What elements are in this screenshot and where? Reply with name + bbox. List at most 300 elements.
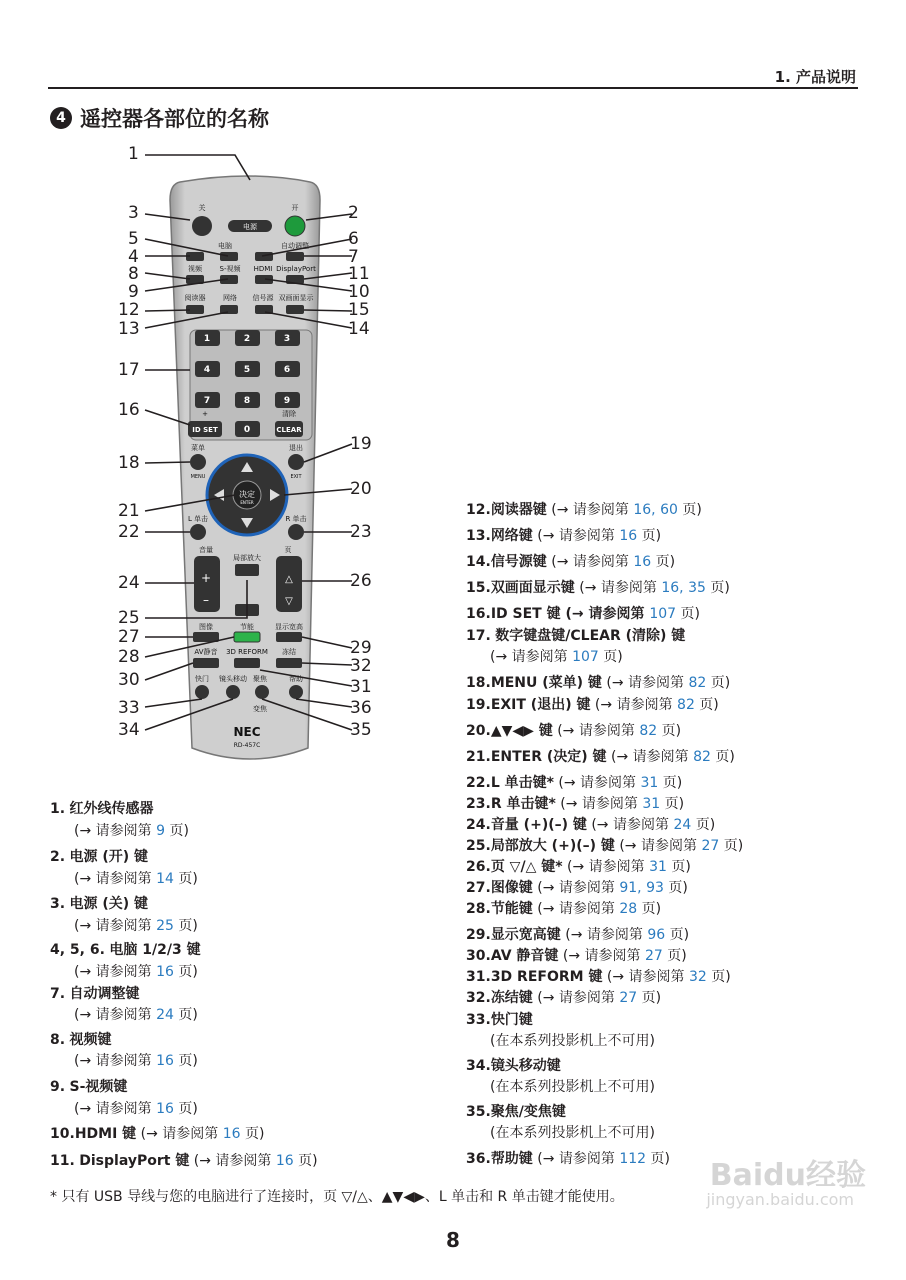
page-down-icon: ▽ bbox=[285, 596, 293, 607]
ref-tail: 页) bbox=[706, 675, 731, 691]
lbl-volume: 音量 bbox=[199, 546, 213, 554]
computer2-button[interactable] bbox=[220, 252, 238, 261]
callout-33: 33 bbox=[118, 698, 140, 718]
ref-text: (→ 请参阅第 bbox=[586, 817, 674, 833]
page-link[interactable]: 112 bbox=[619, 1151, 647, 1167]
page-link[interactable]: 96 bbox=[647, 927, 666, 943]
ref-text: (→ 请参阅第 bbox=[74, 823, 157, 839]
item-number: 21. bbox=[466, 749, 491, 765]
page-link[interactable]: 16 bbox=[619, 528, 638, 544]
ref-tail: 页) bbox=[677, 502, 702, 518]
item-number: 28. bbox=[466, 901, 491, 917]
item-number: 15. bbox=[466, 580, 491, 596]
shutter-button[interactable] bbox=[195, 685, 209, 699]
ref-text: (→ 请参阅第 bbox=[532, 528, 620, 544]
item-name: 红外线传感器 bbox=[69, 801, 154, 817]
ref-tail: 页) bbox=[173, 964, 198, 980]
ref-text: (→ 请参阅第 bbox=[614, 838, 702, 854]
lbl-source: 信号源 bbox=[252, 294, 274, 302]
page-link[interactable]: 24 bbox=[673, 817, 692, 833]
list-item bbox=[50, 1033, 112, 1047]
item-number: 35. bbox=[466, 1104, 491, 1120]
page-link[interactable]: 16 bbox=[156, 964, 174, 980]
ref-tail: 页) bbox=[660, 796, 685, 812]
item-name: 聚焦/变焦键 bbox=[490, 1104, 566, 1120]
id-set-label: ID SET bbox=[192, 426, 218, 434]
lbl-zoom: 局部放大 bbox=[233, 554, 261, 562]
callout-14: 14 bbox=[348, 319, 370, 339]
list-item bbox=[466, 1013, 533, 1027]
list-item bbox=[50, 1154, 318, 1168]
ref-tail: 页) bbox=[293, 1153, 318, 1169]
ref-text: (→ 请参阅第 bbox=[553, 775, 641, 791]
ref-text: (→ 请参阅第 bbox=[562, 859, 650, 875]
item-number: 23. bbox=[466, 796, 491, 812]
item-name: 快门键 bbox=[490, 1012, 533, 1028]
list-item bbox=[466, 607, 700, 621]
item-name: 镜头移动键 bbox=[490, 1058, 561, 1074]
list-item bbox=[50, 943, 201, 957]
page-link[interactable]: 31 bbox=[649, 859, 667, 875]
ref-text: (→ 请参阅第 bbox=[74, 871, 157, 887]
item-name: MENU (菜单) 键 bbox=[490, 675, 602, 691]
callout-11: 11 bbox=[348, 264, 370, 284]
title-text: 遥控器各部位的名称 bbox=[80, 107, 269, 131]
list-item bbox=[466, 1105, 566, 1119]
item-name: 节能键 bbox=[490, 901, 533, 917]
lbl-eco: 节能 bbox=[240, 623, 254, 631]
ref-tail: 页) bbox=[676, 606, 700, 622]
lbl-exit: EXIT bbox=[290, 474, 302, 480]
zoom-plus-button[interactable] bbox=[235, 564, 259, 576]
lbl-menu: MENU bbox=[190, 474, 206, 480]
item-name: R 单击键* bbox=[490, 796, 556, 812]
exit-button[interactable] bbox=[288, 454, 304, 470]
ref-text: (→ 请参阅第 bbox=[552, 723, 640, 739]
item-name: 显示宽高键 bbox=[490, 927, 561, 943]
list-item-ref bbox=[74, 1102, 198, 1116]
av-mute-button[interactable] bbox=[193, 658, 219, 668]
list-item bbox=[466, 1152, 670, 1166]
ref-tail: 页) bbox=[658, 775, 683, 791]
item-name: 帮助键 bbox=[490, 1151, 533, 1167]
lbl-hdmi: HDMI bbox=[253, 265, 273, 273]
item-number: 18. bbox=[466, 675, 491, 691]
item-name: 3D REFORM 键 bbox=[490, 969, 603, 985]
auto-adjust-button[interactable] bbox=[286, 252, 304, 261]
list-item bbox=[466, 881, 688, 895]
list-item-ref bbox=[74, 1008, 198, 1022]
lbl-viewer: 阅读器 bbox=[184, 294, 206, 302]
ref-text: (→ 请参阅第 bbox=[74, 918, 157, 934]
page-link[interactable]: 82 bbox=[693, 749, 711, 765]
list-item bbox=[466, 902, 661, 916]
key-7-label: 7 bbox=[203, 396, 211, 406]
page-link[interactable]: 9 bbox=[156, 823, 166, 839]
list-item-ref bbox=[490, 650, 623, 664]
model-label: RD-457C bbox=[233, 742, 261, 749]
ref-text: (→ 请参阅第 bbox=[574, 580, 662, 596]
list-item bbox=[50, 1127, 264, 1141]
footnote: * 只有 USB 导线与您的电脑进行了连接时，页 ▽/△、▲▼◀▶、L 单击和 R 单击键才能使用。 bbox=[50, 1189, 624, 1205]
list-item bbox=[466, 839, 743, 853]
item-number: 31. bbox=[466, 969, 491, 985]
item-number: 8. bbox=[50, 1032, 66, 1048]
item-name: 双画面显示键 bbox=[490, 580, 575, 596]
lbl-computer: 电脑 bbox=[218, 242, 232, 250]
menu-button[interactable] bbox=[190, 454, 206, 470]
item-number: 26. bbox=[466, 859, 491, 875]
item-name: 电脑 1/2/3 键 bbox=[109, 942, 201, 958]
ref-tail: 页) bbox=[651, 554, 676, 570]
help-button[interactable] bbox=[289, 685, 303, 699]
page-link[interactable]: 16, 60 bbox=[633, 502, 678, 518]
lbl-freeze: 冻结 bbox=[282, 648, 296, 656]
list-item bbox=[50, 987, 140, 1001]
ref-tail: 页) bbox=[646, 1151, 671, 1167]
page-link[interactable]: 28 bbox=[619, 901, 638, 917]
key-1-label: 1 bbox=[203, 334, 211, 344]
item-name: 局部放大 (+)(–) 键 bbox=[490, 838, 615, 854]
callout-5: 5 bbox=[128, 229, 139, 249]
list-item-ref bbox=[74, 872, 198, 886]
item-name: ▲▼◀▶ 键 bbox=[490, 723, 553, 739]
header-rule bbox=[48, 87, 858, 89]
lbl-avmute: AV静音 bbox=[194, 648, 218, 656]
page-link[interactable]: 25 bbox=[156, 918, 174, 934]
lbl-lclick: L 单击 bbox=[187, 515, 209, 523]
callout-20: 20 bbox=[350, 479, 372, 499]
list-item bbox=[466, 776, 682, 790]
callout-28: 28 bbox=[118, 647, 140, 667]
lbl-on: 开 bbox=[291, 204, 299, 212]
list-item bbox=[466, 750, 735, 764]
item-number: 32. bbox=[466, 990, 491, 1006]
callout-17: 17 bbox=[118, 360, 140, 380]
ref-text: (→ 请参阅第 bbox=[136, 1126, 223, 1142]
page-link[interactable]: 27 bbox=[619, 990, 638, 1006]
list-item bbox=[50, 802, 154, 816]
lbl-clear-cn: 清除 bbox=[282, 410, 296, 418]
ref-tail: 页) bbox=[665, 927, 690, 943]
ref-tail: 页) bbox=[666, 859, 691, 875]
item-name: 音量 (+)(–) 键 bbox=[490, 817, 587, 833]
item-name: DisplayPort 键 bbox=[79, 1153, 190, 1169]
page-link[interactable]: 14 bbox=[156, 871, 174, 887]
lbl-page: 页 bbox=[284, 546, 292, 554]
page-link[interactable]: 24 bbox=[156, 1007, 174, 1023]
item-name: 自动调整键 bbox=[69, 986, 140, 1002]
item-name: ID SET 键 (→ 请参阅第 bbox=[490, 606, 650, 622]
watermark-logo: Baidu经验 bbox=[709, 1158, 866, 1193]
callout-7: 7 bbox=[348, 247, 359, 267]
callout-35: 35 bbox=[350, 720, 372, 740]
item-number: 16. bbox=[466, 606, 491, 622]
list-item-ref bbox=[490, 1080, 655, 1094]
key-0-label: 0 bbox=[243, 425, 251, 435]
lbl-lens: 镜头移动 bbox=[219, 675, 247, 683]
callout-29: 29 bbox=[350, 638, 372, 658]
clear-label: CLEAR bbox=[276, 426, 302, 434]
ref-tail: 页) bbox=[637, 990, 662, 1006]
ref-text: (在本系列投影机上不可用) bbox=[490, 1125, 655, 1141]
item-number: 13. bbox=[466, 528, 491, 544]
lbl-off: 关 bbox=[198, 204, 206, 212]
list-item bbox=[50, 1080, 127, 1094]
ref-tail: 页) bbox=[706, 969, 731, 985]
ref-text: (→ 请参阅第 bbox=[546, 502, 634, 518]
ref-text: (→ 请参阅第 bbox=[532, 880, 620, 896]
ref-tail: 页) bbox=[663, 880, 688, 896]
ref-text: (→ 请参阅第 bbox=[601, 675, 689, 691]
l-click-button[interactable] bbox=[190, 524, 206, 540]
item-name: L 单击键* bbox=[490, 775, 554, 791]
list-item bbox=[466, 629, 685, 643]
lbl-enter-cn: 决定 bbox=[239, 490, 255, 499]
key-5-label: 5 bbox=[243, 365, 251, 375]
ref-text: (→ 请参阅第 bbox=[555, 796, 643, 812]
item-number: 17. bbox=[466, 628, 491, 644]
callout-22: 22 bbox=[118, 522, 140, 542]
power-on-button[interactable] bbox=[285, 216, 305, 236]
page-link[interactable]: 31 bbox=[640, 775, 659, 791]
lbl-zoom2: 变焦 bbox=[253, 705, 267, 713]
list-item bbox=[466, 860, 691, 874]
item-name: S-视频键 bbox=[69, 1079, 128, 1095]
lbl-auto: 自动调整 bbox=[281, 242, 309, 250]
ref-tail: 页) bbox=[710, 749, 735, 765]
callout-32: 32 bbox=[350, 656, 372, 676]
key-2-label: 2 bbox=[243, 334, 251, 344]
item-name: 电源 (开) 键 bbox=[69, 849, 149, 865]
ref-tail: 页) bbox=[662, 948, 687, 964]
lbl-svideo: S-视频 bbox=[219, 265, 241, 273]
item-number: 10. bbox=[50, 1126, 75, 1142]
ref-tail: 页) bbox=[657, 723, 682, 739]
item-number: 27. bbox=[466, 880, 491, 896]
ref-tail: 页) bbox=[240, 1126, 265, 1142]
page-title bbox=[50, 103, 269, 133]
callout-18: 18 bbox=[118, 453, 140, 473]
callout-19: 19 bbox=[350, 434, 372, 454]
lbl-shutter: 快门 bbox=[195, 675, 209, 683]
callout-4: 4 bbox=[128, 247, 139, 267]
page-link[interactable]: 16 bbox=[275, 1153, 294, 1169]
power-off-button[interactable] bbox=[192, 216, 212, 236]
callout-2: 2 bbox=[348, 203, 359, 223]
page-link[interactable]: 16 bbox=[222, 1126, 241, 1142]
focus-zoom-button[interactable] bbox=[255, 685, 269, 699]
page-link[interactable]: 31 bbox=[642, 796, 661, 812]
ref-tail: 页) bbox=[637, 901, 662, 917]
ref-text: (→ 请参阅第 bbox=[532, 901, 620, 917]
list-item-ref bbox=[74, 965, 198, 979]
ref-tail: 页) bbox=[165, 823, 189, 839]
list-item-ref bbox=[490, 1126, 655, 1140]
list-item bbox=[466, 555, 675, 569]
list-item bbox=[466, 676, 730, 690]
r-click-button[interactable] bbox=[288, 524, 304, 540]
key-4-label: 4 bbox=[203, 365, 211, 375]
list-item-ref bbox=[74, 1054, 198, 1068]
item-number: 36. bbox=[466, 1151, 491, 1167]
callout-36: 36 bbox=[350, 698, 372, 718]
page-link[interactable]: 82 bbox=[677, 697, 695, 713]
3d-reform-button[interactable] bbox=[234, 658, 260, 668]
list-item-ref bbox=[490, 1034, 655, 1048]
ref-tail: 页) bbox=[173, 871, 198, 887]
ref-text: (→ 请参阅第 bbox=[606, 749, 694, 765]
lbl-help: 帮助 bbox=[289, 675, 303, 683]
callout-27: 27 bbox=[118, 627, 140, 647]
page-link[interactable]: 16 bbox=[633, 554, 652, 570]
item-name: AV 静音键 bbox=[490, 948, 559, 964]
page-link[interactable]: 16, 35 bbox=[661, 580, 706, 596]
ref-tail: 页) bbox=[719, 838, 744, 854]
callout-26: 26 bbox=[350, 571, 372, 591]
item-number: 9. bbox=[50, 1079, 66, 1095]
volume-plus-icon: + bbox=[200, 571, 212, 585]
callout-6: 6 bbox=[348, 229, 359, 249]
ref-text: (→ 请参阅第 bbox=[189, 1153, 276, 1169]
ref-text: (→ 请参阅第 bbox=[74, 1053, 157, 1069]
dual-display-button[interactable] bbox=[286, 305, 304, 314]
brand-logo: NEC bbox=[233, 725, 261, 739]
item-number: 1. bbox=[50, 801, 66, 817]
computer3-button[interactable] bbox=[255, 252, 273, 261]
item-name: 图像键 bbox=[490, 880, 533, 896]
lbl-exit-cn: 退出 bbox=[289, 444, 303, 452]
page-link[interactable]: 27 bbox=[701, 838, 720, 854]
list-item bbox=[466, 698, 719, 712]
callout-1: 1 bbox=[128, 144, 139, 164]
ref-text: (在本系列投影机上不可用) bbox=[490, 1079, 655, 1095]
item-number: 33. bbox=[466, 1012, 491, 1028]
lbl-rclick: R 单击 bbox=[285, 515, 307, 523]
callout-24: 24 bbox=[118, 573, 140, 593]
item-number: 24. bbox=[466, 817, 491, 833]
item-number: 14. bbox=[466, 554, 491, 570]
item-number: 29. bbox=[466, 927, 491, 943]
page-link[interactable]: 107 bbox=[572, 649, 599, 665]
item-number: 30. bbox=[466, 948, 491, 964]
list-item bbox=[466, 949, 687, 963]
list-item bbox=[50, 850, 148, 864]
key-3-label: 3 bbox=[283, 334, 291, 344]
item-name: 页 ▽/△ 键* bbox=[490, 859, 563, 875]
freeze-button[interactable] bbox=[276, 658, 302, 668]
page-link[interactable]: 107 bbox=[649, 606, 677, 622]
lbl-dp: DisplayPort bbox=[276, 265, 316, 273]
ref-text: (→ 请参阅第 bbox=[74, 1007, 157, 1023]
lbl-reform: 3D REFORM bbox=[226, 648, 268, 656]
item-name: 电源 (关) 键 bbox=[69, 896, 149, 912]
lbl-aspect: 显示宽高 bbox=[275, 623, 303, 631]
item-number: 4, 5, 6. bbox=[50, 942, 105, 958]
page-up-icon: △ bbox=[285, 574, 293, 585]
lbl-picture: 图像 bbox=[199, 623, 213, 631]
callout-8: 8 bbox=[128, 264, 139, 284]
section-header: 1. 产品说明 bbox=[774, 68, 856, 86]
list-item bbox=[466, 503, 702, 517]
ref-tail: 页) bbox=[173, 1007, 198, 1023]
callout-3: 3 bbox=[128, 203, 139, 223]
item-number: 22. bbox=[466, 775, 491, 791]
lbl-enter: ENTER bbox=[240, 500, 254, 505]
ref-text: (→ 请参阅第 bbox=[558, 948, 645, 964]
callout-31: 31 bbox=[350, 677, 372, 697]
list-item bbox=[466, 529, 661, 543]
list-item bbox=[466, 818, 715, 832]
list-item bbox=[466, 970, 731, 984]
item-number: 3. bbox=[50, 896, 66, 912]
callout-13: 13 bbox=[118, 319, 140, 339]
ref-tail: 页) bbox=[173, 1101, 198, 1117]
item-name: EXIT (退出) 键 bbox=[490, 697, 591, 713]
item-number: 12. bbox=[466, 502, 491, 518]
list-item-ref bbox=[74, 824, 189, 838]
callout-12: 12 bbox=[118, 300, 140, 320]
page-link[interactable]: 27 bbox=[644, 948, 663, 964]
list-item-ref bbox=[74, 919, 198, 933]
callout-9: 9 bbox=[128, 282, 139, 302]
list-item bbox=[466, 928, 689, 942]
lbl-menu-cn: 菜单 bbox=[191, 444, 205, 452]
ref-text: (→ 请参阅第 bbox=[560, 927, 648, 943]
item-name: 数字键盘键/CLEAR (清除) 键 bbox=[495, 628, 686, 644]
ref-text: (→ 请参阅第 bbox=[546, 554, 634, 570]
item-name: 阅读器键 bbox=[490, 502, 547, 518]
lbl-network: 网络 bbox=[223, 294, 237, 302]
volume-minus-icon: – bbox=[203, 593, 209, 607]
page-link[interactable]: 16 bbox=[156, 1101, 174, 1117]
lens-shift-button[interactable] bbox=[226, 685, 240, 699]
ref-text: (→ 请参阅第 bbox=[74, 964, 157, 980]
key-9-label: 9 bbox=[283, 396, 291, 406]
ref-text: (→ 请参阅第 bbox=[74, 1101, 157, 1117]
list-item bbox=[466, 1059, 561, 1073]
ref-tail: 页) bbox=[694, 697, 719, 713]
page-link[interactable]: 82 bbox=[639, 723, 658, 739]
item-number: 11. bbox=[50, 1153, 75, 1169]
list-item bbox=[466, 797, 684, 811]
page-link[interactable]: 82 bbox=[688, 675, 707, 691]
page-link[interactable]: 32 bbox=[689, 969, 707, 985]
page-link[interactable]: 91, 93 bbox=[619, 880, 664, 896]
lbl-focus: 聚焦 bbox=[253, 675, 267, 683]
lbl-dual: 双画面显示 bbox=[278, 294, 314, 302]
page-link[interactable]: 16 bbox=[156, 1053, 174, 1069]
aspect-button[interactable] bbox=[276, 632, 302, 642]
ref-text: (→ 请参阅第 bbox=[602, 969, 689, 985]
ref-text: (→ 请参阅第 bbox=[590, 697, 678, 713]
item-number: 34. bbox=[466, 1058, 491, 1074]
callout-15: 15 bbox=[348, 300, 370, 320]
ref-tail: 页) bbox=[691, 817, 716, 833]
list-item bbox=[466, 991, 661, 1005]
ref-text: (在本系列投影机上不可用) bbox=[490, 1033, 655, 1049]
eco-button[interactable] bbox=[234, 632, 260, 642]
ref-text: (→ 请参阅第 bbox=[532, 1151, 620, 1167]
callout-30: 30 bbox=[118, 670, 140, 690]
page-number: 8 bbox=[446, 1228, 460, 1252]
callout-23: 23 bbox=[350, 522, 372, 542]
callout-16: 16 bbox=[118, 400, 140, 420]
item-number: 25. bbox=[466, 838, 491, 854]
ref-tail: 页) bbox=[173, 1053, 198, 1069]
watermark-url: jingyan.baidu.com bbox=[706, 1190, 854, 1209]
list-item bbox=[466, 724, 681, 738]
